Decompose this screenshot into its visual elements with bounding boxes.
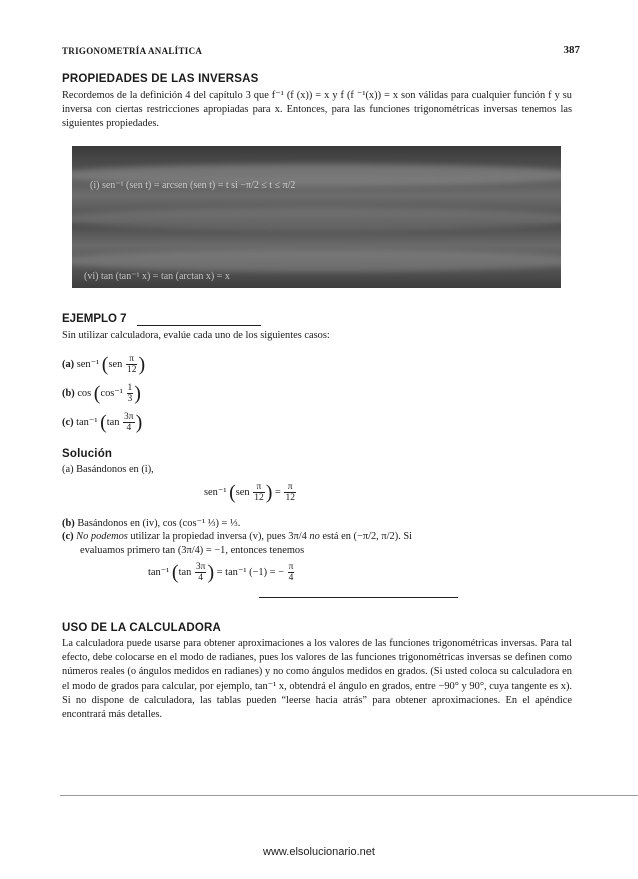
inner-fn: tan	[106, 416, 120, 428]
page-number: 387	[563, 44, 580, 56]
inner-fn: tan	[178, 566, 192, 578]
item-label: (c)	[62, 416, 74, 428]
inner-fn: sen	[108, 358, 123, 370]
fn: tan⁻¹	[76, 416, 98, 428]
footer-url: www.elsolucionario.net	[263, 846, 375, 858]
running-head: TRIGONOMETRÍA ANALÍTICA	[62, 46, 203, 56]
frac-num: 3π	[195, 562, 206, 572]
footer-rule	[60, 795, 638, 796]
solution-a-equation: sen⁻¹ (sen $\frac{\pi}{12}$ ) = $\frac{\pi}{12}$	[204, 481, 295, 504]
solution-c-line2: evaluamos primero tan (3π/4) = −1, entonces tenemos	[80, 545, 305, 556]
properties-paragraph: Recordemos de la definición 4 del capítulo 3 que f⁻¹ (f (x)) = x y f (f ⁻¹(x)) = x son válidas para cualquier función f y su inversa con ciertas restricciones apropiadas para x. Entonces, para las funciones trigonométricas inversas tenemos las siguientes propiedades.	[62, 90, 572, 130]
example-item-c: (c) tan⁻¹ (tan $\frac{3\pi}{4}$ )	[62, 411, 143, 434]
frac-den: 12	[254, 493, 264, 503]
property-line-i: (i) sen⁻¹ (sen t) = arcsen (sen t) = t si −π/2 ≤ t ≤ π/2	[90, 180, 296, 191]
inner-fn: cos⁻¹	[100, 387, 123, 399]
frac-num: π	[288, 562, 294, 572]
frac-num: π	[126, 354, 138, 365]
text: está en (−π/2, π/2). Si	[319, 531, 413, 542]
solution-a-text: (a) Basándonos en (i),	[62, 464, 154, 475]
frac-den: 4	[126, 423, 132, 433]
property-line-vi: (vi) tan (tan⁻¹ x) = tan (arctan x) = x	[84, 271, 230, 282]
frac-num: 3π	[124, 412, 134, 422]
scanned-properties-box	[72, 146, 561, 288]
calculator-paragraph: La calculadora puede usarse para obtener aproximaciones a los valores de las funciones trigonométricas inversas. Para tal efecto, debe colocarse en el modo de radianes, pues los valores de las funciones trigonométricas inversas se definen como números reales (o ángulos medidos en radianes) y no como ángulos medidos en grados. (Si usted coloca su calculadora en el modo de grados para calcular, por ejemplo, tan⁻¹ x, obtendrá el ángulo en grados, entre −90° y 90°, cuya tangente es x). Si no dispone de calculadora, las tablas pueden “leerse hacia atrás” para obtener aproximaciones. En el apéndice encontrará más detalles.	[62, 638, 572, 721]
solution-c-line1	[62, 530, 412, 544]
item-label: (b)	[62, 518, 75, 529]
inner-fn: sen	[235, 486, 250, 498]
frac-den: 12	[126, 365, 137, 375]
equation-middle: = tan⁻¹ (−1) = −	[216, 566, 284, 578]
frac-num: π	[284, 482, 296, 493]
section-title-properties: PROPIEDADES DE LAS INVERSAS	[62, 73, 259, 85]
example-title-rule	[137, 325, 261, 326]
emphasis: no	[309, 531, 320, 542]
frac-den: 4	[288, 573, 294, 583]
example-end-rule	[259, 597, 458, 598]
fn: tan⁻¹	[148, 566, 170, 578]
text: utilizar la propiedad inversa (v), pues 3π/4	[127, 531, 310, 542]
item-label: (b)	[62, 387, 75, 399]
example-intro: Sin utilizar calculadora, evalúe cada uno de los siguientes casos:	[62, 330, 330, 341]
item-label: (a)	[62, 358, 75, 370]
item-label: (c)	[62, 531, 74, 542]
example-item-a: (a) sen⁻¹ (sen $\frac{\pi}{12}$ )	[62, 353, 146, 376]
frac-num: π	[253, 482, 265, 493]
example-title: EJEMPLO 7	[62, 313, 127, 325]
section-title-calculator: USO DE LA CALCULADORA	[62, 622, 222, 634]
fn: sen⁻¹	[76, 358, 100, 370]
emphasis: No podemos	[76, 531, 128, 542]
fn: sen⁻¹	[204, 486, 227, 498]
frac-num: 1	[127, 383, 133, 393]
example-item-b: (b) cos (cos⁻¹ $\frac{1}{3}$ )	[62, 382, 141, 405]
fn: cos	[77, 387, 92, 399]
frac-den: 12	[285, 493, 295, 503]
solution-c-equation: tan⁻¹ (tan $\frac{3\pi}{4}$ ) = tan⁻¹ (−1) = − $\frac{\pi}{4}$	[148, 561, 294, 584]
solution-title: Solución	[62, 448, 113, 460]
frac-den: 4	[198, 573, 204, 583]
frac-den: 3	[127, 394, 133, 404]
solution-b-text: Basándonos en (iv), cos (cos⁻¹ ⅓) = ⅓.	[77, 518, 241, 529]
